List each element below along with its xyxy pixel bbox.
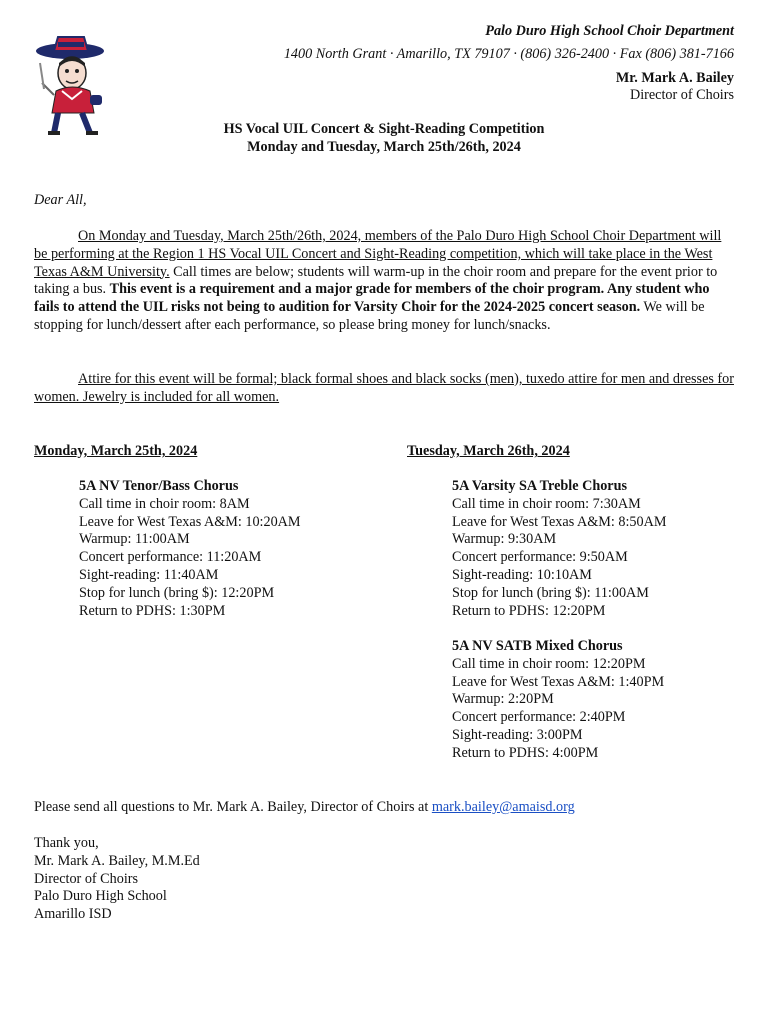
tuesday-schedule-1 (452, 478, 666, 620)
schedule-line: Return to PDHS: 12:20PM (452, 602, 606, 619)
schedule-line: Warmup: 2:20PM (452, 691, 554, 708)
event-dates: Monday and Tuesday, March 25th/26th, 2024 (247, 139, 521, 155)
closing: Thank you, (34, 835, 99, 851)
tuesday-heading: Tuesday, March 26th, 2024 (407, 443, 570, 459)
monday-schedule (79, 478, 301, 620)
paragraph-main (34, 228, 734, 335)
group-name: 5A NV SATB Mixed Chorus (452, 638, 623, 654)
address-line: 1400 North Grant · Amarillo, TX 79107 · (806) 326-2400 · Fax (806) 381-7166 (283, 46, 734, 62)
schedule-line: Concert performance: 2:40PM (452, 709, 626, 726)
schedule-line: Call time in choir room: 12:20PM (452, 655, 646, 672)
paragraph-main-plain: Call times are below; students will warm-up in the choir room and prepare for the event prior to taking a bus. (34, 263, 718, 298)
schedule-line: Stop for lunch (bring $): 12:20PM (79, 584, 275, 601)
signature-title: Director of Choirs (34, 870, 139, 887)
contact-text: Please send all questions to Mr. Mark A. Bailey, Director of Choirs at (34, 799, 432, 815)
schedule-line: Call time in choir room: 7:30AM (452, 495, 641, 512)
monday-heading: Monday, March 25th, 2024 (34, 443, 198, 459)
event-title: HS Vocal UIL Concert & Sight-Reading Competition (223, 121, 545, 137)
paragraph-main-end: We will be stopping for lunch/dessert after each performance, so please bring money for lunch/snacks. (34, 299, 705, 333)
schedule-line: Leave for West Texas A&M: 10:20AM (79, 513, 301, 530)
schedule-line: Sight-reading: 10:10AM (452, 566, 592, 583)
group-name: 5A Varsity SA Treble Chorus (452, 478, 628, 494)
email-link[interactable]: mark.bailey@amaisd.org (431, 799, 575, 815)
schedule-line: Return to PDHS: 1:30PM (79, 602, 226, 619)
director-name: Mr. Mark A. Bailey (615, 70, 734, 86)
schedule-line: Call time in choir room: 8AM (79, 495, 250, 512)
schedule-line: Concert performance: 9:50AM (452, 549, 628, 566)
schedule-line: Stop for lunch (bring $): 11:00AM (452, 584, 649, 601)
paragraph-attire-text: Attire for this event will be formal; black formal shoes and black socks (men), tuxedo attire for men and dresses for women. Jewelry is included for all women. (34, 371, 734, 405)
schedule-line: Sight-reading: 3:00PM (452, 726, 583, 743)
director-title: Director of Choirs (629, 87, 734, 103)
schedule-line: Warmup: 9:30AM (452, 531, 557, 548)
signature-school: Palo Duro High School (34, 888, 167, 905)
schedule-line: Leave for West Texas A&M: 1:40PM (452, 673, 665, 690)
signature-name: Mr. Mark A. Bailey, M.M.Ed (34, 852, 200, 869)
paragraph-attire (34, 371, 734, 407)
schedule-line: Leave for West Texas A&M: 8:50AM (452, 513, 667, 530)
schedule-line: Concert performance: 11:20AM (79, 549, 262, 566)
schedule-line: Warmup: 11:00AM (79, 531, 190, 548)
department-name: Palo Duro High School Choir Department (485, 23, 734, 39)
signature-district: Amarillo ISD (34, 906, 112, 923)
paragraph-main-bold: This event is a requirement and a major grade for members of the choir program. Any student who fails to attend the UIL risks not being to audition for Varsity Choir for the 2024-2025 concert season. (34, 281, 710, 316)
tuesday-schedule-2 (452, 638, 664, 763)
group-name: 5A NV Tenor/Bass Chorus (79, 478, 239, 494)
contact-line (34, 799, 734, 817)
schedule-line: Return to PDHS: 4:00PM (452, 744, 599, 761)
signature-block (34, 835, 200, 924)
schedule-line: Sight-reading: 11:40AM (79, 566, 219, 583)
paragraph-main-underlined: On Monday and Tuesday, March 25th/26th, 2024, members of the Palo Duro High School Choir Department will be performing at the Region 1 HS Vocal UIL Concert and Sight-Reading competition, which will take place in the West Texas A&M University. (34, 228, 722, 280)
greeting: Dear All, (34, 192, 87, 208)
